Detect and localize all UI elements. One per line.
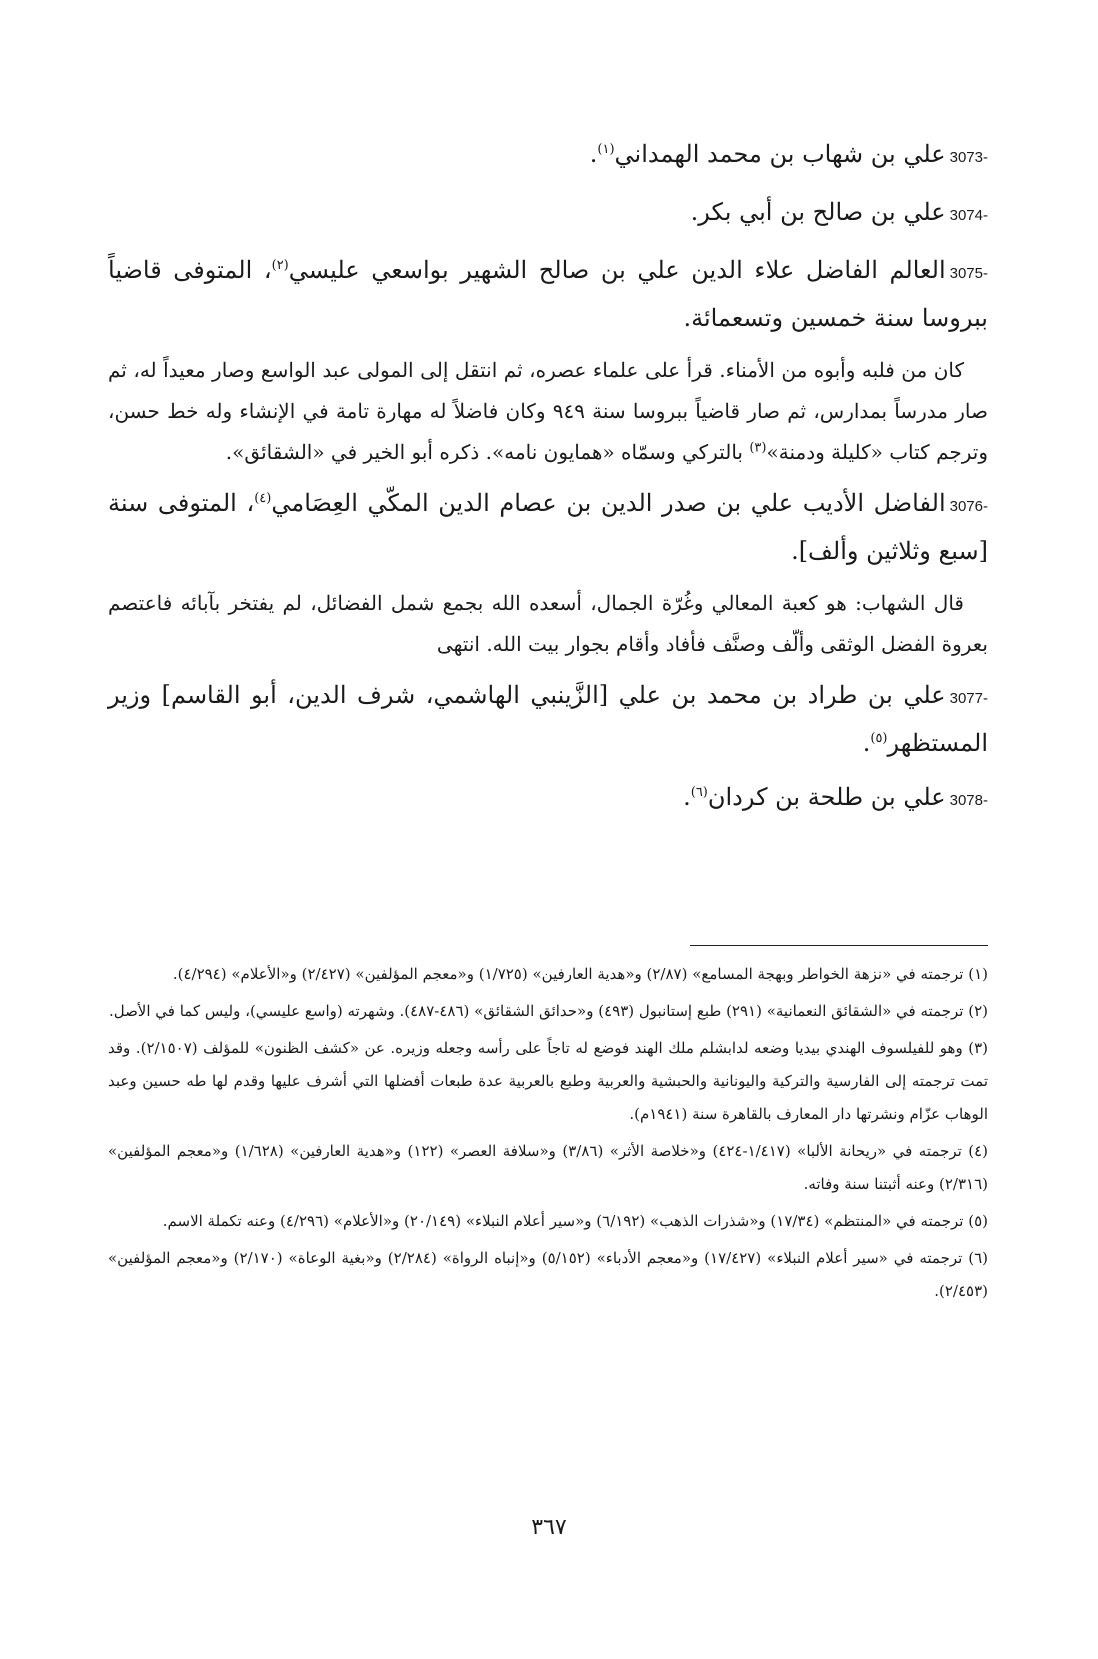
paragraph-text: قال الشهاب: هو كعبة المعالي وغُرّة الجمال، أسعده الله بجمع شمل الفضائل، لم يفتخر بآبائه فاعتصم بعروة الفضل الوثقى وألّف وصنَّف فأفاد وأقام بجوار بيت الله. انتهى [108, 591, 988, 656]
footnote-ref: (٤) [254, 491, 272, 506]
footnote-ref: (٥) [870, 731, 888, 746]
entry-number: 3077- [949, 690, 988, 707]
entry-text: علي بن طلحة بن كردان [707, 783, 946, 811]
footnote-ref: (٦) [690, 785, 708, 800]
paragraph-3076 [108, 583, 988, 665]
footnote-ref: (١) [597, 142, 615, 157]
paragraph-text: كان من فلبه وأبوه من الأمناء. قرأ على علماء عصره، ثم انتقل إلى المولى عبد الواسع وصار معيداً له، ثم صار مدرساً بمدارس، ثم صار قاضياً ببروسا سنة ٩٤٩ وكان فاضلاً له مهارة تامة في الإنشاء وله خط حسن، وترجم كتاب «كليلة ودمنة» [108, 358, 988, 464]
entry-number: 3073- [949, 149, 988, 166]
footnotes [108, 958, 988, 1312]
footnote-5: (٥) ترجمته في «المنتظم» (١٧/٣٤) و«شذرات الذهب» (٦/١٩٢) و«سير أعلام النبلاء» (٢٠/١٤٩) و«الأعلام» (٤/٢٩٦) وعنه تكملة الاسم. [162, 1212, 988, 1230]
footnote-ref: (٣) [749, 440, 767, 456]
entry-3078 [108, 775, 988, 823]
footnote-2: (٢) ترجمته في «الشقائق النعمانية» (٢٩١) طبع إستانبول (٤٩٣) و«حدائق الشقائق» (٤٨٦-٤٨٧). وشهرته (واسع عليسي)، وليس كما في الأصل. [108, 1002, 988, 1020]
entry-3073 [108, 132, 988, 180]
footnote-ref: (٢) [271, 258, 289, 273]
entry-3074 [108, 190, 988, 238]
footnote-3: (٣) وهو للفيلسوف الهندي بيديا وضعه لدابشلم ملك الهند فوضع له تاجاً على رأسه وجعله وزيره. عن «كشف الظنون» للمؤلف (٢/١٥٠٧). وقد تمت ترجمته إلى الفارسية والتركية واليونانية والحبشية والعربية وطبع بالعربية عدة طبعات أفضلها التي أشرف عليها وقدم لها طه حسين وعبد الوهاب عزّام ونشرتها دار المعارف بالقاهرة سنة (١٩٤١م). [108, 1039, 988, 1123]
entry-text: العالم الفاضل علاء الدين علي بن صالح الشهير بواسعي عليسي [288, 256, 946, 284]
main-text [108, 132, 988, 833]
footnote-4: (٤) ترجمته في «ريحانة الألبا» (١/٤١٧-٤٢٤) و«خلاصة الأثر» (٣/٨٦) و«سلافة العصر» (١٢٢) و«هدية العارفين» (١/٦٢٨) و«معجم المؤلفين» (٢/٣١٦) وعنه أثبتنا سنة وفاته. [108, 1142, 988, 1193]
entry-text: علي بن شهاب بن محمد الهمداني [614, 140, 946, 168]
page-number: ٣٦٧ [531, 1515, 567, 1540]
entry-tail: . [589, 140, 598, 168]
paragraph-3075 [108, 350, 988, 473]
entry-3076 [108, 481, 988, 573]
entry-text: الفاضل الأديب علي بن صدر الدين بن عصام الدين المكّي العِصَامي [271, 489, 946, 517]
entry-tail: ، المتوفى سنة [سبع وثلاثين وألف]. [108, 489, 988, 565]
footnote-1: (١) ترجمته في «نزهة الخواطر وبهجة المسامع» (٢/٨٧) و«هدية العارفين» (١/٧٢٥) و«معجم المؤلفين» (٢/٤٢٧) و«الأعلام» (٤/٢٩٤). [172, 965, 988, 983]
entry-number: 3076- [949, 498, 988, 515]
entry-text: علي بن طراد بن محمد بن علي [الزَّينبي الهاشمي، شرف الدين، أبو القاسم] وزير المستظهر [108, 681, 988, 757]
entry-text: علي بن صالح بن أبي بكر. [690, 198, 946, 226]
entry-tail: . [862, 729, 871, 757]
entry-tail: . [683, 783, 691, 811]
footnote-6: (٦) ترجمته في «سير أعلام النبلاء» (١٧/٤٢٧) و«معجم الأدباء» (٥/١٥٢) و«إنباه الرواة» (٢/٢٨٤) و«بغية الوعاة» (٢/١٧٠) و«معجم المؤلفين» (٢/٤٥٣). [108, 1249, 988, 1300]
paragraph-text: بالتركي وسمّاه «همايون نامه». ذكره أبو الخير في «الشقائق». [225, 440, 750, 464]
entry-3077 [108, 673, 988, 765]
footnote-divider [690, 945, 988, 946]
entry-number: 3075- [949, 265, 988, 282]
entry-3075 [108, 248, 988, 340]
entry-number: 3074- [949, 207, 988, 224]
entry-tail: ، المتوفى قاضياً ببروسا سنة خمسين وتسعمائة. [108, 256, 988, 332]
entry-number: 3078- [949, 792, 988, 809]
